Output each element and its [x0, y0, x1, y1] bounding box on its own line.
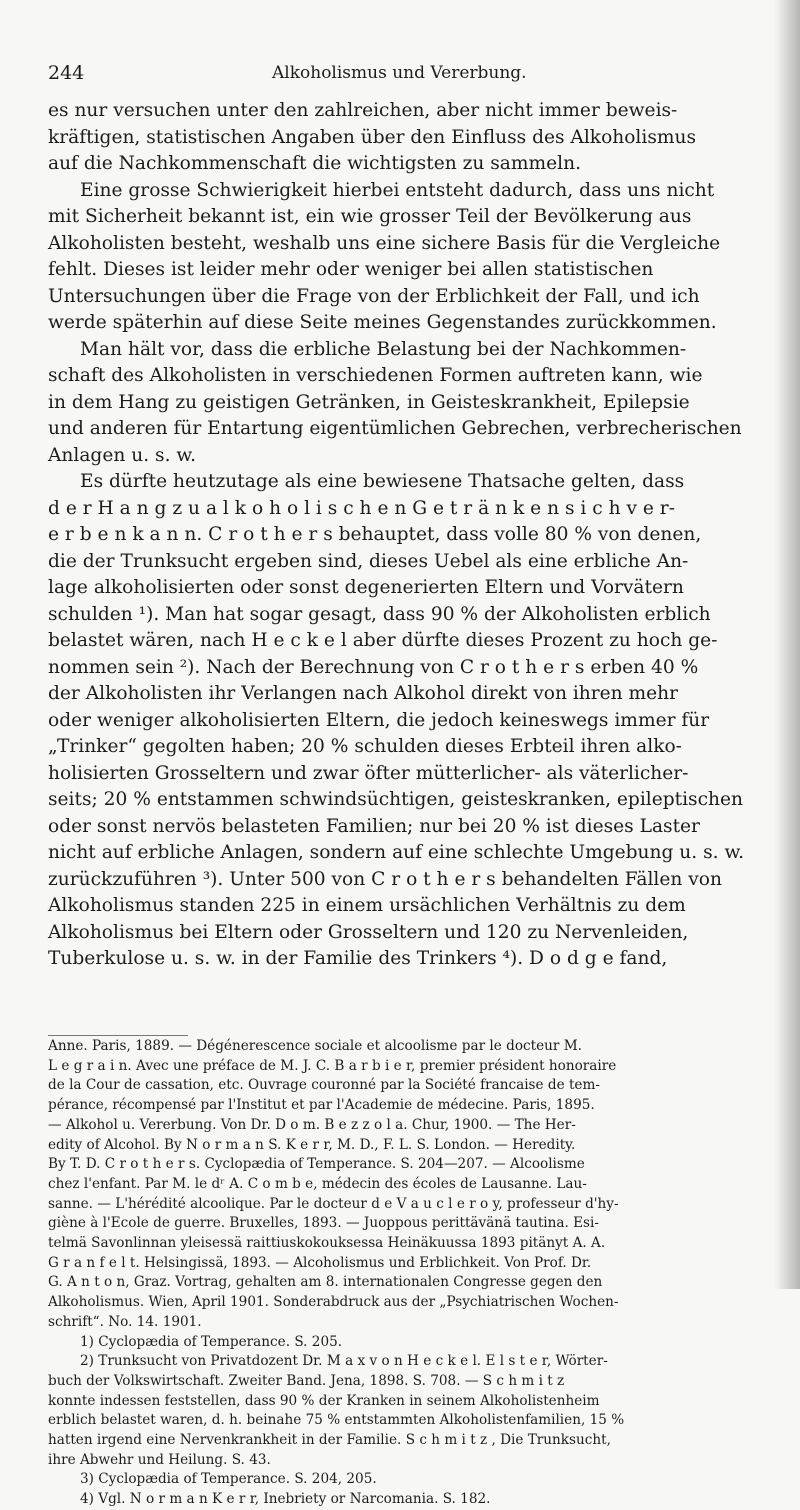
text-line: belastet wären, nach H e c k e l aber dürfte dieses Prozent zu hoch ge- — [48, 630, 718, 651]
text-line: Tuberkulose u. s. w. in der Familie des Trinkers ⁴). D o d g e fand, — [48, 948, 668, 969]
footnote-line: hatten irgend eine Nervenkrankheit in der Familie. S c h m i t z , Die Trunksucht, — [48, 1432, 611, 1449]
text-line: „Trinker“ gegolten haben; 20 % schulden dieses Erbteil ihren alko- — [48, 736, 682, 757]
text-line: nommen sein ²). Nach der Berechnung von C r o t h e r s erben 40 % — [48, 656, 699, 678]
text-line: Untersuchungen über die Frage von der Erblichkeit der Fall, und ich — [48, 285, 700, 307]
text-line: zurückzuführen ³). Unter 500 von C r o t h e r s behandelten Fällen von — [48, 868, 722, 890]
text-line: in dem Hang zu geistigen Getränken, in Geisteskrankheit, Epilepsie — [48, 391, 690, 413]
footnote-line: giène à l'Ecole de guerre. Bruxelles, 1893. — Juoppous perittävänä tautina. Esi- — [48, 1215, 599, 1232]
footnote-line: buch der Volkswirtschaft. Zweiter Band. Jena, 1898. S. 708. — S c h m i t z — [48, 1372, 565, 1389]
footnote-line: G. A n t o n, Graz. Vortrag, gehalten am 8. internationalen Congresse gegen den — [48, 1274, 603, 1291]
text-line: fehlt. Dieses ist leider mehr oder weniger bei allen statistischen — [48, 259, 654, 280]
footnote-line: erblich belastet waren, d. h. beinahe 75 % entstammten Alkoholistenfamilien, 15 % — [48, 1412, 625, 1429]
text-line: die der Trunksucht ergeben sind, dieses Uebel als eine erbliche An- — [48, 550, 689, 572]
footnote-line: Alkoholismus. Wien, April 1901. Sonderabdruck aus der „Psychiatrischen Wochen- — [48, 1294, 619, 1311]
footnote-divider — [48, 1035, 188, 1036]
text-line: schaft des Alkoholisten in verschiedenen Formen auftreten kann, wie — [48, 365, 703, 386]
footnote-line: schrift“. No. 14. 1901. — [48, 1313, 202, 1330]
text-line: kräftigen, statistischen Angaben über den Einfluss des Alkoholismus — [48, 126, 697, 148]
text-line: d e r H a n g z u a l k o h o l i s c h e n G e t r ä n k e n s i c h v e r- — [48, 497, 675, 519]
text-line: Alkoholismus standen 225 in einem ursächlichen Verhältnis zu dem — [48, 895, 686, 916]
text-line: auf die Nachkommenschaft die wichtigsten zu sammeln. — [48, 153, 581, 174]
text-line: Man hält vor, dass die erbliche Belastung bei der Nachkommen- — [80, 338, 687, 360]
text-line: seits; 20 % entstammen schwindsüchtigen, geisteskranken, epileptischen — [48, 789, 743, 810]
text-line: holisierten Grosseltern und zwar öfter mütterlicher- als väterlicher- — [48, 762, 689, 784]
text-line: Anlagen u. s. w. — [48, 444, 197, 466]
text-line: nicht auf erbliche Anlagen, sondern auf eine schlechte Umgebung u. s. w. — [48, 842, 745, 863]
text-line: Alkoholismus bei Eltern oder Grosseltern und 120 zu Nervenleiden, — [48, 921, 689, 943]
page-number: 244 — [48, 62, 85, 84]
text-line: e r b e n k a n n. C r o t h e r s behauptet, dass volle 80 % von denen, — [48, 524, 702, 545]
footnote-line: edity of Alcohol. By N o r m a n S. K e r r, M. D., F. L. S. London. — Heredity. — [48, 1136, 576, 1153]
footnote-line: sanne. — L'hérédité alcoolique. Par le docteur d e V a u c l e r o y, professeur d'hy- — [48, 1195, 619, 1212]
text-line: oder sonst nervös belasteten Familien; nur bei 20 % ist dieses Laster — [48, 815, 700, 837]
page-header — [48, 62, 788, 92]
footnote-line: telmä Savonlinnan yleisessä raittiuskokouksessa Heinäkuussa 1893 pitänyt A. A. — [48, 1235, 606, 1252]
footnote-line: 3) Cyclopædia of Temperance. S. 204, 205. — [80, 1471, 377, 1488]
footnote-line: pérance, récompensé par l'Institut et par l'Academie de médecine. Paris, 1895. — [48, 1097, 595, 1114]
text-line: und anderen für Entartung eigentümlichen Gebrechen, verbrecherischen — [48, 418, 742, 439]
footnote-line: — Alkohol u. Vererbung. Von Dr. D o m. B e z z o l a. Chur, 1900. — The Her- — [48, 1116, 576, 1133]
text-line: Es dürfte heutzutage als eine bewiesene Thatsache gelten, dass — [80, 471, 685, 492]
footnote-line: 1) Cyclopædia of Temperance. S. 205. — [80, 1333, 343, 1350]
text-line: oder weniger alkoholisierten Eltern, die jedoch keineswegs immer für — [48, 709, 710, 731]
footnote-line: chez l'enfant. Par M. le dʳ A. C o m b e, médecin des écoles de Lausanne. Lau- — [48, 1175, 587, 1192]
footnote-line: konnte indessen feststellen, dass 90 % der Kranken in seinem Alkoholistenheim — [48, 1392, 600, 1409]
footnote-line: 2) Trunksucht von Privatdozent Dr. M a x v o n H e c k e l. E l s t e r, Wörter- — [80, 1353, 608, 1370]
footnote-line: de la Cour de cassation, etc. Ouvrage couronné par la Société francaise de tem- — [48, 1077, 600, 1094]
footnote-line: Anne. Paris, 1889. — Dégénerescence sociale et alcoolisme par le docteur M. — [48, 1038, 582, 1054]
text-line: es nur versuchen unter den zahlreichen, aber nicht immer beweis- — [48, 100, 678, 121]
footnotes — [48, 1037, 788, 1510]
running-title: Alkoholismus und Vererbung. — [272, 63, 527, 83]
main-text — [48, 98, 788, 973]
text-line: Eine grosse Schwierigkeit hierbei entsteht dadurch, dass uns nicht — [80, 179, 715, 201]
text-line: schulden ¹). Man hat sogar gesagt, dass 90 % der Alkoholisten erblich — [48, 603, 711, 625]
footnote-line: By T. D. C r o t h e r s. Cyclopædia of Temperance. S. 204—207. — Alcoolisme — [48, 1156, 585, 1173]
text-line: werde späterhin auf diese Seite meines Gegenstandes zurückkommen. — [48, 312, 717, 333]
footnote-line: G r a n f e l t. Helsingissä, 1893. — Alcoholismus und Erblichkeit. Von Prof. Dr. — [48, 1254, 592, 1271]
page-edge-shadow — [774, 0, 800, 1289]
footnote-line: 4) Vgl. N o r m a n K e r r, Inebriety or Narcomania. S. 182. — [80, 1491, 491, 1508]
footnote-line: L e g r a i n. Avec une préface de M. J. C. B a r b i e r, premier président honoraire — [48, 1057, 617, 1074]
text-line: lage alkoholisierten oder sonst degenerierten Eltern und Vorvätern — [48, 577, 684, 598]
text-line: der Alkoholisten ihr Verlangen nach Alkohol direkt von ihren mehr — [48, 683, 679, 704]
text-line: Alkoholisten besteht, weshalb uns eine sichere Basis für die Vergleiche — [48, 232, 721, 254]
footnote-line: ihre Abwehr und Heilung. S. 43. — [48, 1451, 271, 1468]
text-line: mit Sicherheit bekannt ist, ein wie grosser Teil der Bevölkerung aus — [48, 206, 692, 227]
